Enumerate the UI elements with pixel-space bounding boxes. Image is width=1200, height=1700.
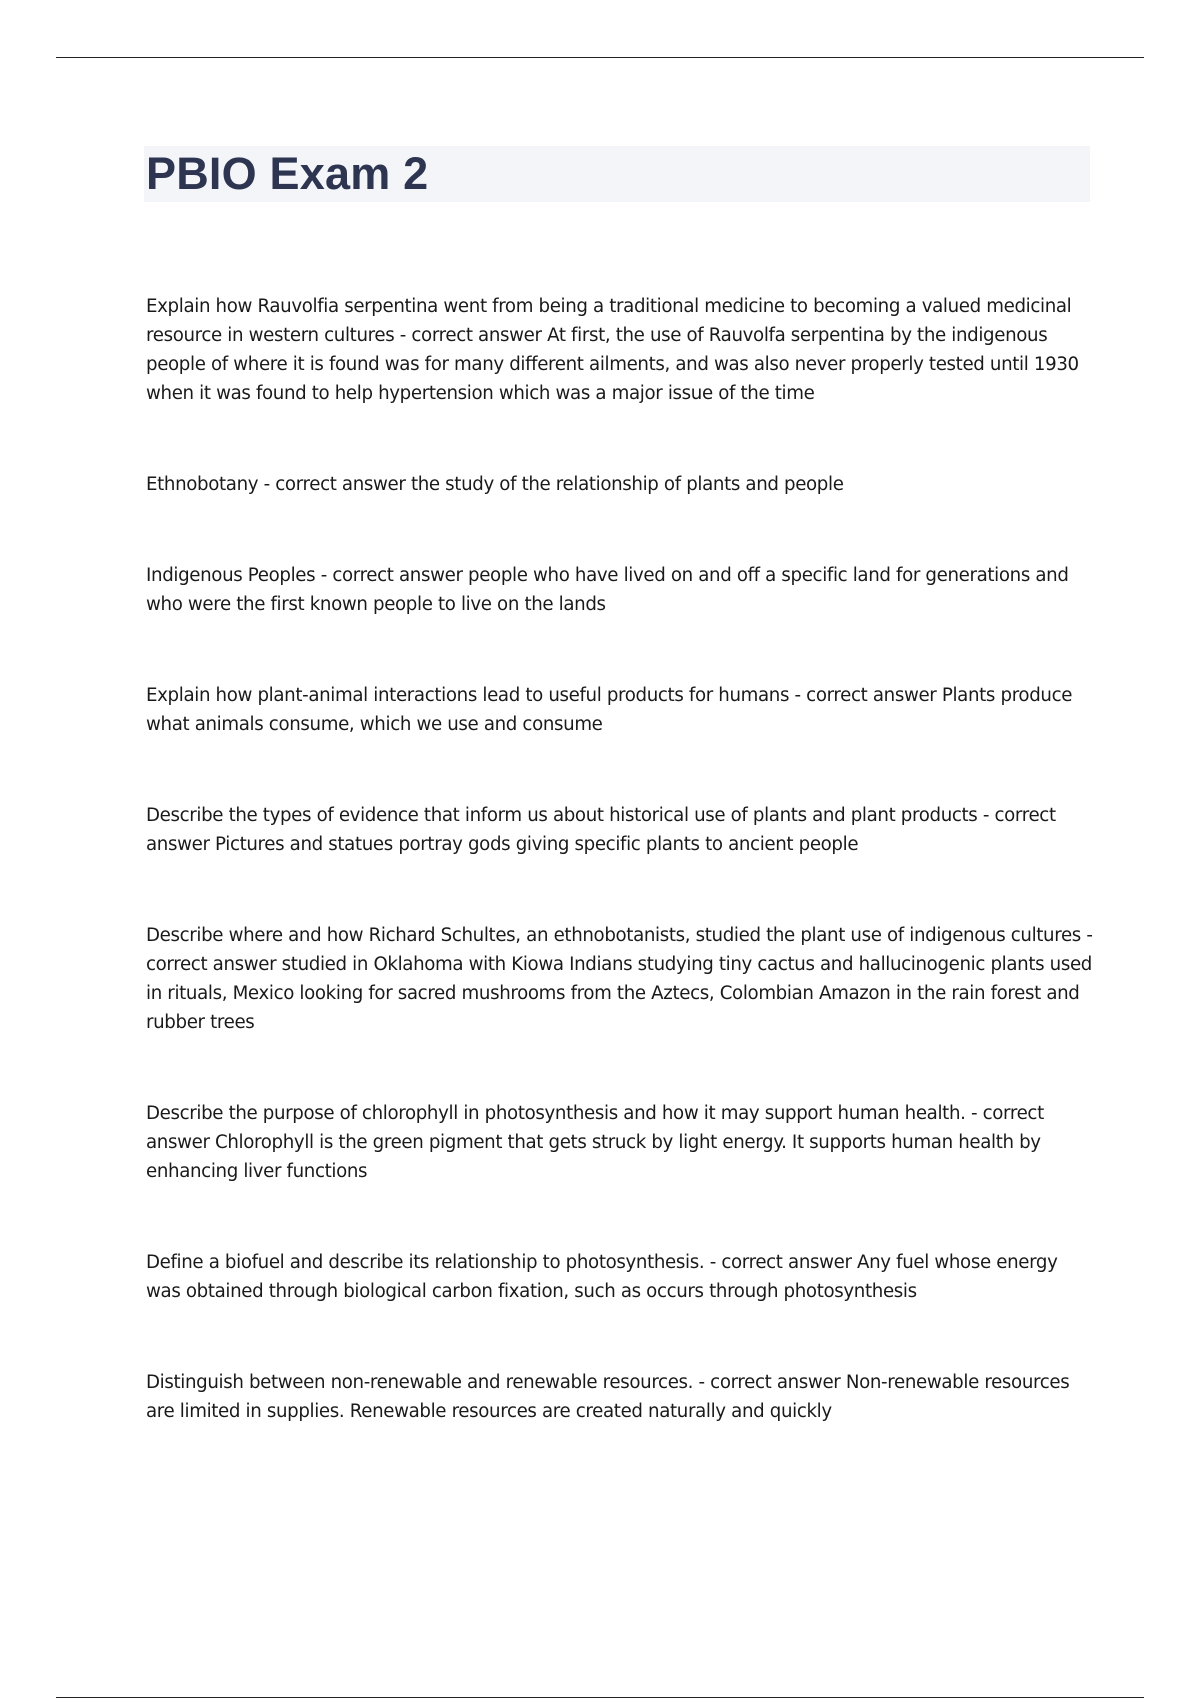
qa-item: Describe the types of evidence that inform us about historical use of plants and plant products - correct answer Pictures and statues portray gods giving specific plants to ancient people xyxy=(146,805,1056,855)
qa-item: Describe the purpose of chlorophyll in photosynthesis and how it may support human health. - correct answer Chlorophyll is the green pigment that gets struck by light energy. It supports human health by enhancing liver functions xyxy=(146,1103,1044,1182)
qa-item: Indigenous Peoples - correct answer people who have lived on and off a specific land for generations and who were the first known people to live on the lands xyxy=(146,565,1069,615)
qa-item: Explain how plant-animal interactions lead to useful products for humans - correct answer Plants produce what animals consume, which we use and consume xyxy=(146,685,1073,735)
question-answer-list xyxy=(146,292,1096,1426)
qa-item: Define a biofuel and describe its relationship to photosynthesis. - correct answer Any fuel whose energy was obtained through biological carbon fixation, such as occurs through photosynthesis xyxy=(146,1252,1058,1302)
qa-item: Describe where and how Richard Schultes, an ethnobotanists, studied the plant use of indigenous cultures - correct answer studied in Oklahoma with Kiowa Indians studying tiny cactus and hallucinogenic plants used in rituals, Mexico looking for sacred mushrooms from the Aztecs, Colombian Amazon in the rain forest and rubber trees xyxy=(146,925,1093,1033)
qa-item: Explain how Rauvolfia serpentina went from being a traditional medicine to becoming a valued medicinal resource in western cultures - correct answer At first, the use of Rauvolfa serpentina by the indigenous people of where it is found was for many different ailments, and was also never properly tested until 1930 when it was found to help hypertension which was a major issue of the time xyxy=(146,296,1079,404)
page-title: PBIO Exam 2 xyxy=(146,148,429,199)
top-divider xyxy=(56,57,1144,58)
qa-item: Ethnobotany - correct answer the study of the relationship of plants and people xyxy=(146,474,844,495)
bottom-divider xyxy=(56,1697,1144,1698)
qa-item: Distinguish between non-renewable and renewable resources. - correct answer Non-renewable resources are limited in supplies. Renewable resources are created naturally and quickly xyxy=(146,1372,1070,1422)
